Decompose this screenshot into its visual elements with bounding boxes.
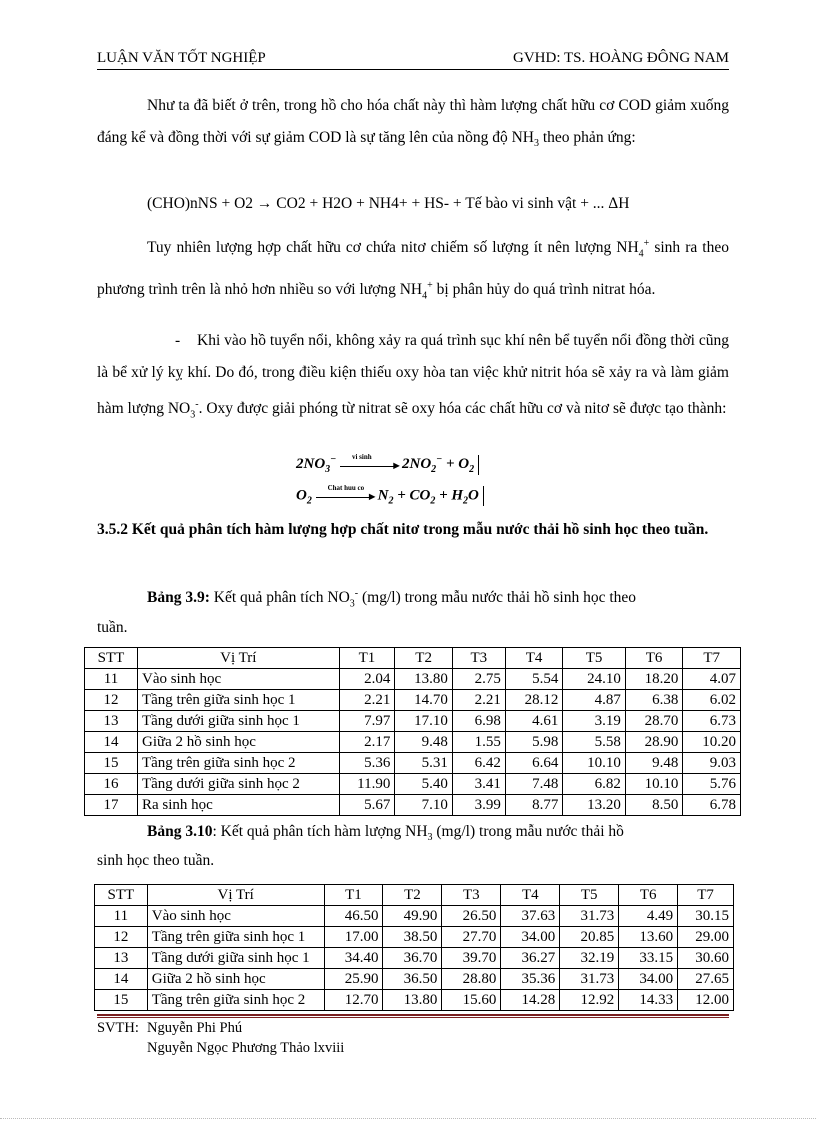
table-cell: 27.70: [442, 927, 501, 948]
table-cell: Vào sinh học: [137, 669, 339, 690]
table-header-cell: T1: [339, 648, 395, 669]
table-header-row: [85, 648, 741, 669]
table-cell: 14: [95, 969, 148, 990]
page-number: lxviii: [313, 1040, 345, 1056]
table-cell: 2.75: [452, 669, 505, 690]
table-header-row: [95, 885, 734, 906]
table-cell: 12.92: [560, 990, 619, 1011]
table-cell: Tầng dưới giữa sinh học 1: [137, 711, 339, 732]
table-cell: Tầng trên giữa sinh học 2: [137, 753, 339, 774]
table-cell: 2.17: [339, 732, 395, 753]
table-cell: 32.19: [560, 948, 619, 969]
table-cell: 10.10: [625, 774, 683, 795]
table-cell: 5.40: [395, 774, 453, 795]
table-cell: 34.40: [324, 948, 383, 969]
table-cell: 7.97: [339, 711, 395, 732]
table-row: [95, 906, 734, 927]
table-cell: 11: [85, 669, 138, 690]
footer-divider: [97, 1014, 729, 1016]
paragraph-2: Tuy nhiên lượng hợp chất hữu cơ chứa nitơ chiếm số lượng ít nên lượng $NH_4^+$ sinh ra theo phương trình trên là nhỏ hơn nhiều so với lượng $NH_4^+$ bị phân hủy do quá trình nitrat hóa.: [97, 238, 729, 302]
table-cell: 14.28: [501, 990, 560, 1011]
table-cell: 12: [95, 927, 148, 948]
table-cell: 4.07: [683, 669, 741, 690]
table-cell: 6.42: [452, 753, 505, 774]
table-nh3: [94, 884, 734, 1011]
table-header-cell: T6: [625, 648, 683, 669]
reaction-equation: (CHO)nNS + O2 → CO2 + H2O + NH4+ + HS- + Tế bào vi sinh vật + ... ΔH: [147, 195, 630, 212]
table-cell: 12.00: [678, 990, 734, 1011]
table-cell: 13: [95, 948, 148, 969]
table-row: [85, 774, 741, 795]
table-cell: 2.21: [339, 690, 395, 711]
table-cell: 30.60: [678, 948, 734, 969]
table-cell: 11.90: [339, 774, 395, 795]
table-cell: 35.36: [501, 969, 560, 990]
table-cell: 28.12: [505, 690, 563, 711]
table-row: [95, 927, 734, 948]
table-row: [95, 969, 734, 990]
table-cell: 2.04: [339, 669, 395, 690]
table-row: [85, 753, 741, 774]
table-cell: Vào sinh học: [147, 906, 324, 927]
table-cell: 36.70: [383, 948, 442, 969]
table-cell: 3.19: [563, 711, 625, 732]
table-cell: 12: [85, 690, 138, 711]
table-cell: 24.10: [563, 669, 625, 690]
table-cell: 15.60: [442, 990, 501, 1011]
table-cell: 34.00: [619, 969, 678, 990]
table-cell: 46.50: [324, 906, 383, 927]
table-cell: 20.85: [560, 927, 619, 948]
table-cell: 9.48: [625, 753, 683, 774]
table-cell: Tầng dưới giữa sinh học 1: [147, 948, 324, 969]
table1-caption-cont: tuần.: [97, 619, 128, 636]
table-cell: 25.90: [324, 969, 383, 990]
table-cell: 27.65: [678, 969, 734, 990]
footer-label: SVTH:: [97, 1020, 139, 1036]
header-right: GVHD: TS. HOÀNG ĐÔNG NAM: [513, 50, 729, 66]
table-cell: 31.73: [560, 969, 619, 990]
table-cell: 9.03: [683, 753, 741, 774]
table-cell: 38.50: [383, 927, 442, 948]
table-row: [95, 948, 734, 969]
header-left: LUẬN VĂN TỐT NGHIỆP: [97, 50, 266, 66]
table-cell: 29.00: [678, 927, 734, 948]
table-cell: 5.31: [395, 753, 453, 774]
table-cell: 16: [85, 774, 138, 795]
table-cell: 3.99: [452, 795, 505, 816]
table-cell: 8.50: [625, 795, 683, 816]
formula-oxygen: $O_2$ Chat huu co ► $N_2 + CO_2 + H_2O$: [296, 486, 484, 506]
table-cell: 15: [85, 753, 138, 774]
table-row: [85, 795, 741, 816]
table-header-cell: Vị Trí: [137, 648, 339, 669]
footer-name-1: Nguyễn Phi Phú: [147, 1020, 243, 1036]
table-cell: 17.10: [395, 711, 453, 732]
table-cell: Tầng trên giữa sinh học 1: [137, 690, 339, 711]
table-cell: Tầng trên giữa sinh học 2: [147, 990, 324, 1011]
section-heading: 3.5.2 Kết quả phân tích hàm lượng hợp chất nitơ trong mẫu nước thải hồ sinh học theo tuần.: [97, 521, 709, 538]
table-cell: 13.20: [563, 795, 625, 816]
table-cell: 33.15: [619, 948, 678, 969]
table-cell: 49.90: [383, 906, 442, 927]
table-cell: 8.77: [505, 795, 563, 816]
table-header-cell: STT: [95, 885, 148, 906]
table-cell: 28.90: [625, 732, 683, 753]
header-divider: [97, 69, 729, 70]
table-header-cell: T5: [560, 885, 619, 906]
table-cell: 17: [85, 795, 138, 816]
footer-divider-thin: [97, 1017, 729, 1018]
table1-caption: Bảng 3.9: Kết quả phân tích $NO_3^-$ (mg/l) trong mẫu nước thải hồ sinh học theo: [147, 588, 637, 610]
table-cell: 6.82: [563, 774, 625, 795]
table-cell: 5.67: [339, 795, 395, 816]
table-cell: 39.70: [442, 948, 501, 969]
table-cell: 6.73: [683, 711, 741, 732]
table-row: [85, 711, 741, 732]
table-header-cell: T1: [324, 885, 383, 906]
page-header: [97, 50, 729, 70]
table-header-cell: T2: [395, 648, 453, 669]
table-cell: 6.02: [683, 690, 741, 711]
table-cell: 4.61: [505, 711, 563, 732]
table-cell: 6.98: [452, 711, 505, 732]
table-cell: 15: [95, 990, 148, 1011]
table-cell: 28.80: [442, 969, 501, 990]
table-cell: 14.33: [619, 990, 678, 1011]
table-header-cell: T3: [442, 885, 501, 906]
table-cell: 10.10: [563, 753, 625, 774]
table-cell: 7.10: [395, 795, 453, 816]
footer-name-2: Nguyễn Ngọc Phương Thảo lxviii: [147, 1040, 345, 1056]
table-header-cell: T7: [683, 648, 741, 669]
table-cell: 37.63: [501, 906, 560, 927]
table-header-cell: T5: [563, 648, 625, 669]
table-header-cell: T2: [383, 885, 442, 906]
table-no3: [84, 647, 741, 816]
table-cell: 2.21: [452, 690, 505, 711]
table-cell: 31.73: [560, 906, 619, 927]
table-header-cell: T4: [505, 648, 563, 669]
table-cell: Tầng trên giữa sinh học 1: [147, 927, 324, 948]
table-cell: 6.64: [505, 753, 563, 774]
table-cell: 5.98: [505, 732, 563, 753]
table-cell: 34.00: [501, 927, 560, 948]
table-cell: 1.55: [452, 732, 505, 753]
paragraph-3: - Khi vào hồ tuyển nổi, không xảy ra quá trình sục khí nên bể tuyển nổi đồng thời cũng là bể xử lý kỵ khí. Do đó, trong điều kiện thiếu oxy hòa tan việc khử nitrit hóa sẽ xảy ra và làm giảm hàm lượng $NO_3^-$. Oxy được giải phóng từ nitrat sẽ oxy hóa các chất hữu cơ và nitơ sẽ được tạo thành:: [97, 332, 729, 421]
table2-caption: Bảng 3.10: Kết quả phân tích hàm lượng $NH_3$ (mg/l) trong mẫu nước thải hồ: [147, 823, 624, 844]
table-cell: 3.41: [452, 774, 505, 795]
reaction-arrow-icon: Chat huu co ►: [316, 489, 378, 503]
table-cell: 10.20: [683, 732, 741, 753]
table-cell: 14.70: [395, 690, 453, 711]
table-cell: 13.60: [619, 927, 678, 948]
table-cell: Giữa 2 hồ sinh học: [147, 969, 324, 990]
table-row: [85, 669, 741, 690]
table-cell: 4.49: [619, 906, 678, 927]
formula-nitrate: $2NO_3^-$ vi sinh ► $2NO_2^- + O_2$: [296, 454, 479, 475]
table-header-cell: Vị Trí: [147, 885, 324, 906]
table-header-cell: T3: [452, 648, 505, 669]
table-cell: 12.70: [324, 990, 383, 1011]
table-cell: 30.15: [678, 906, 734, 927]
table-cell: 5.54: [505, 669, 563, 690]
table-cell: 5.58: [563, 732, 625, 753]
table-cell: 13.80: [395, 669, 453, 690]
table-cell: Ra sinh học: [137, 795, 339, 816]
table-row: [85, 732, 741, 753]
page-bottom-rule: [0, 1118, 816, 1119]
table-cell: 6.78: [683, 795, 741, 816]
reaction-arrow-icon: vi sinh ►: [340, 458, 402, 472]
table-cell: 6.38: [625, 690, 683, 711]
table-row: [85, 690, 741, 711]
table-cell: 28.70: [625, 711, 683, 732]
table-cell: 7.48: [505, 774, 563, 795]
table-row: [95, 990, 734, 1011]
table-header-cell: STT: [85, 648, 138, 669]
table-cell: Tầng dưới giữa sinh học 2: [137, 774, 339, 795]
table-cell: 5.36: [339, 753, 395, 774]
paragraph-1: Như ta đã biết ở trên, trong hồ cho hóa chất này thì hàm lượng chất hữu cơ COD giảm xuống đáng kể và đồng thời với sự giảm COD là sự tăng lên của nồng độ $NH_3$ theo phản ứng:: [97, 97, 729, 150]
table-cell: 13.80: [383, 990, 442, 1011]
table-header-cell: T6: [619, 885, 678, 906]
table-cell: 14: [85, 732, 138, 753]
table-header-cell: T7: [678, 885, 734, 906]
table-cell: 26.50: [442, 906, 501, 927]
table-cell: 9.48: [395, 732, 453, 753]
table-cell: 5.76: [683, 774, 741, 795]
table-cell: Giữa 2 hồ sinh học: [137, 732, 339, 753]
table-cell: 4.87: [563, 690, 625, 711]
table-cell: 13: [85, 711, 138, 732]
table-cell: 17.00: [324, 927, 383, 948]
table-cell: 11: [95, 906, 148, 927]
table-cell: 36.50: [383, 969, 442, 990]
table-cell: 36.27: [501, 948, 560, 969]
table2-caption-cont: sinh học theo tuần.: [97, 852, 215, 869]
table-cell: 18.20: [625, 669, 683, 690]
table-header-cell: T4: [501, 885, 560, 906]
